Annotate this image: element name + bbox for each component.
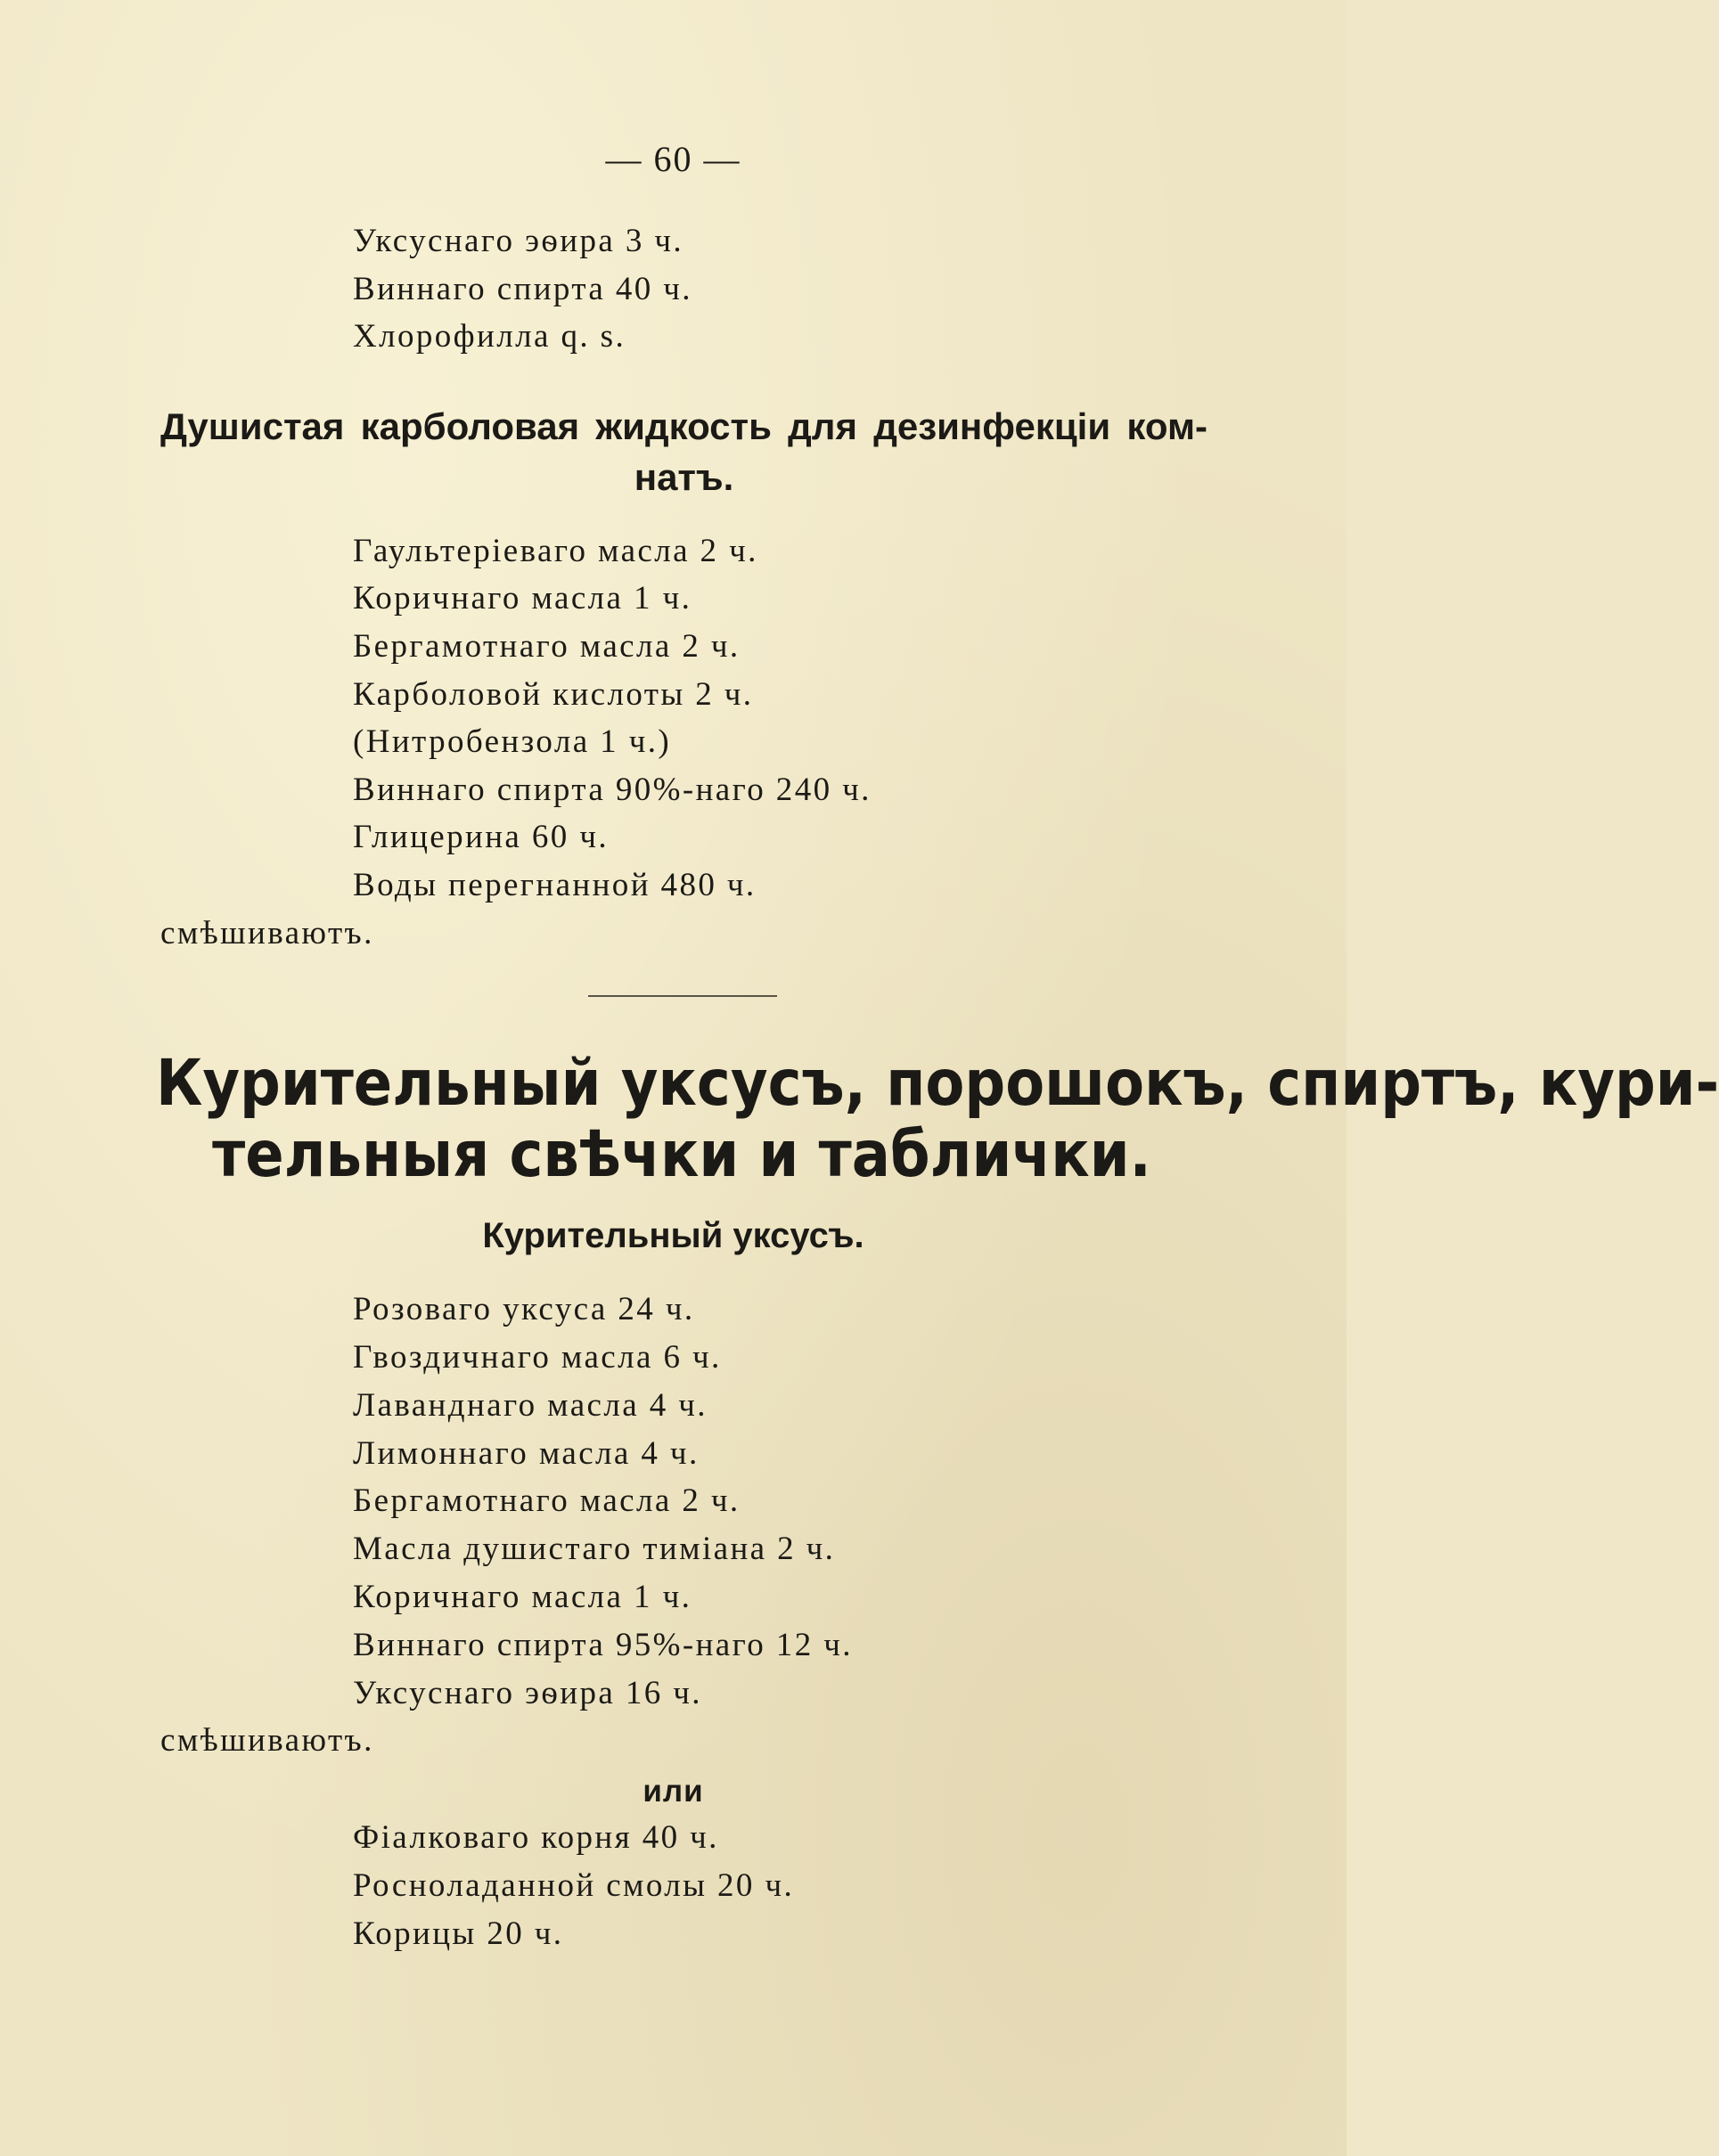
ingredient-line: Гаультеріеваго масла 2 ч. xyxy=(353,533,758,569)
page-number: — 60 — xyxy=(605,139,741,179)
ingredient-line: Лимоннаго масла 4 ч. xyxy=(353,1435,700,1472)
ingredient-line: Фіалковаго корня 40 ч. xyxy=(353,1819,719,1856)
or-separator: или xyxy=(643,1774,704,1809)
ingredient-line: Карболовой кислоты 2 ч. xyxy=(353,676,754,713)
section-title-line-1: Душистая карболовая жидкость для дезинфекціи ком- xyxy=(160,405,1207,447)
ingredient-line: Хлорофилла q. s. xyxy=(353,318,626,355)
subsection-title: Курительный уксусъ. xyxy=(482,1216,864,1255)
ingredient-line: Коричнаго масла 1 ч. xyxy=(353,580,692,617)
ingredient-line: Бергамотнаго масла 2 ч. xyxy=(353,1482,741,1519)
ingredient-line: Виннаго спирта 95%-наго 12 ч. xyxy=(353,1627,853,1663)
ingredient-line: Гвоздичнаго масла 6 ч. xyxy=(353,1339,722,1376)
ingredient-line: Розоваго уксуса 24 ч. xyxy=(353,1291,695,1327)
ingredient-line: Виннаго спирта 90%-наго 240 ч. xyxy=(353,772,872,808)
ingredient-line: Воды перегнанной 480 ч. xyxy=(353,867,757,903)
ingredient-line: Лаванднаго масла 4 ч. xyxy=(353,1387,708,1424)
ingredient-line: Корицы 20 ч. xyxy=(353,1915,564,1952)
ingredient-line: Уксуснаго эѳира 16 ч. xyxy=(353,1675,702,1711)
ingredient-line: Уксуснаго эѳира 3 ч. xyxy=(353,223,684,259)
ingredient-line: Глицерина 60 ч. xyxy=(353,819,609,855)
section-divider xyxy=(588,995,777,997)
ingredient-line: Росноладанной смолы 20 ч. xyxy=(353,1867,795,1904)
ingredient-line: Виннаго спирта 40 ч. xyxy=(353,271,692,307)
ingredient-line: Бергамотнаго масла 2 ч. xyxy=(353,628,741,665)
chapter-title-line-1: Курительный уксусъ, порошокъ, спиртъ, кури- xyxy=(156,1047,1719,1121)
chapter-title-line-2: тельныя свѣчки и таблички. xyxy=(212,1118,1151,1192)
ingredient-line: Коричнаго масла 1 ч. xyxy=(353,1579,692,1615)
ingredient-line: (Нитробензола 1 ч.) xyxy=(353,723,672,760)
section-title-line-2: натъ. xyxy=(634,456,734,498)
instruction-text: смѣшиваютъ. xyxy=(160,1722,374,1759)
ingredient-line: Масла душистаго тиміана 2 ч. xyxy=(353,1531,836,1567)
instruction-text: смѣшиваютъ. xyxy=(160,915,374,951)
